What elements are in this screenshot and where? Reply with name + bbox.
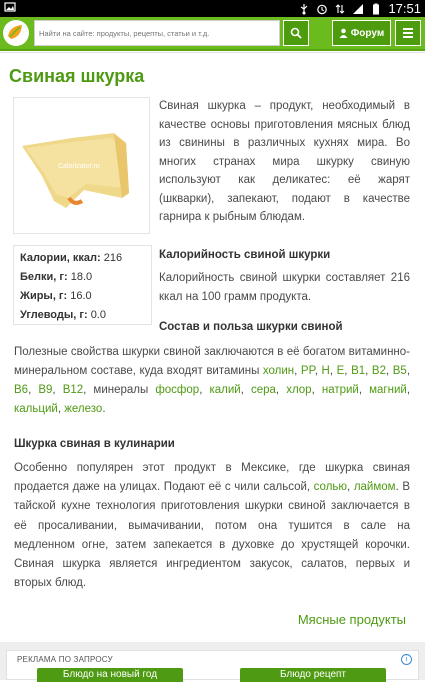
page-title: Свиная шкурка	[9, 66, 145, 86]
mineral-link[interactable]: кальций	[14, 403, 58, 415]
search-button[interactable]	[283, 20, 309, 46]
forum-button[interactable]	[332, 20, 391, 46]
mineral-link[interactable]: фосфор	[155, 384, 200, 396]
nutrition-row-carbs: Углеводы, г: 0.0	[20, 309, 106, 321]
nutrition-row-fat: Жиры, г: 16.0	[20, 290, 92, 302]
vitamin-link[interactable]: B12	[62, 384, 84, 396]
search-icon	[290, 27, 302, 39]
composition-heading: Состав и польза шкурки свиной	[159, 321, 343, 333]
vitamin-link[interactable]: B9	[38, 384, 53, 396]
ad-button-dish-recipe[interactable]: Блюдо рецепт	[240, 668, 386, 682]
hamburger-icon	[403, 28, 413, 30]
nutrition-table	[13, 245, 152, 325]
intro-paragraph: Свиная шкурка – продукт, необходимый в качестве основы приготовления мясных блюд из свинины в различных кухнях мира. Во многих странах мира шкурку свиную используют как деликатес: её жарят (шкварки), запекают, подают в качестве гарнира к рыбным блюдам.	[159, 100, 410, 223]
battery-icon	[370, 3, 382, 15]
status-bar	[0, 0, 425, 17]
ad-button-new-year-dish[interactable]: Блюдо на новый год	[37, 668, 183, 682]
signal-icon	[352, 3, 364, 15]
user-icon	[339, 28, 348, 38]
culinary-heading: Шкурка свиная в кулинарии	[14, 438, 175, 450]
image-notification-icon	[4, 1, 16, 13]
ad-label: РЕКЛАМА ПО ЗАПРОСУ	[17, 655, 113, 664]
article-card	[0, 52, 425, 643]
data-transfer-icon	[334, 3, 346, 15]
calorie-heading: Калорийность свиной шкурки	[159, 249, 331, 261]
vitamin-link[interactable]: B6	[14, 384, 29, 396]
salt-link[interactable]: солью	[313, 481, 348, 494]
mineral-link[interactable]: сера	[250, 384, 276, 396]
pork-skin-image	[14, 98, 149, 233]
vitamin-link[interactable]: H	[321, 365, 330, 377]
alarm-icon	[316, 3, 328, 15]
nutrition-row-protein: Белки, г: 18.0	[20, 271, 93, 283]
clock-time: 17:51	[388, 1, 421, 16]
search-input[interactable]	[34, 20, 280, 46]
calorie-paragraph: Калорийность свиной шкурки составляет 216 ккал на 100 грамм продукта.	[159, 272, 410, 303]
menu-button[interactable]	[395, 20, 421, 46]
info-icon[interactable]: i	[401, 654, 412, 665]
vitamin-link[interactable]: холин	[262, 365, 295, 377]
vitamin-link[interactable]: B2	[371, 365, 386, 377]
mineral-link[interactable]: магний	[369, 384, 407, 396]
leaf-logo-icon	[3, 20, 29, 46]
vitamin-link[interactable]: PP	[300, 365, 315, 377]
vitamin-link[interactable]: E	[336, 365, 345, 377]
lime-link[interactable]: лаймом	[353, 481, 396, 494]
culinary-paragraph: Особенно популярен этот продукт в Мексике, где шкурка свиная продается даже на улицах. Подают её с чили сальсой, солью, лаймом. В тайской кухне технология приготовления шкурки свиной заключается в её просаливании, вымачивании, потом она тушится в сале на медленном огне, затем запекается в духовке до хрустящей корочки. Свиная шкурка является ингредиентом закусок, салатов, первых и вторых блюд.	[14, 462, 411, 590]
vitamin-link[interactable]: B1	[351, 365, 366, 377]
image-watermark: Calorizator.ru	[58, 163, 100, 170]
forum-label: Форум	[350, 27, 385, 39]
product-image	[13, 97, 150, 234]
ad-block	[6, 650, 419, 680]
vitamin-link[interactable]: B5	[392, 365, 407, 377]
header-divider	[0, 49, 425, 51]
usb-icon	[298, 3, 310, 15]
site-logo[interactable]	[3, 20, 29, 46]
mineral-link[interactable]: калий	[209, 384, 241, 396]
mineral-link[interactable]: железо	[64, 403, 103, 415]
nutrition-row-calories: Калории, ккал: 216	[20, 252, 123, 264]
category-link-meat[interactable]: Мясные продукты	[297, 612, 406, 627]
mineral-link[interactable]: хлор	[286, 384, 312, 396]
site-header	[0, 17, 425, 49]
composition-paragraph: Полезные свойства шкурки свиной заключаются в её богатом витаминно-минеральном составе, куда входят витамины холин, PP, H, E, B1, B2, B5, B6, B9, B12, минералы фосфор, калий, сера, хлор, натрий, магний, кальций, железо.	[14, 346, 411, 415]
mineral-link[interactable]: натрий	[321, 384, 359, 396]
